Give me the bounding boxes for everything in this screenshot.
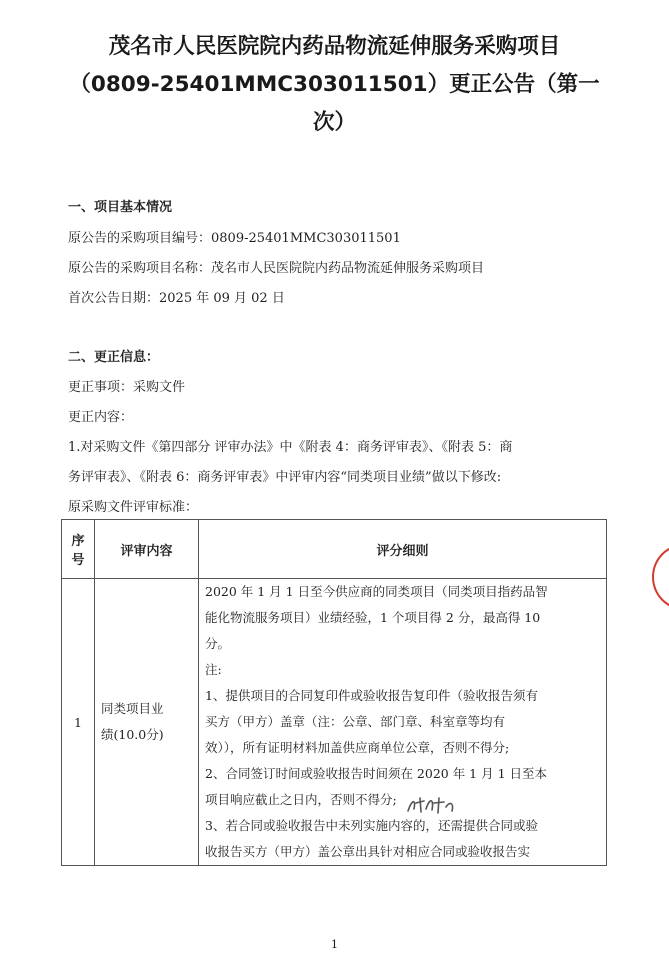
header-seq-part-1: 序	[71, 534, 85, 549]
detail-line: 注:	[205, 662, 222, 677]
header-seq	[62, 520, 95, 579]
detail-line: 买方（甲方）盖章（注：公章、部门章、科室章等均有	[205, 714, 506, 729]
red-seal-stamp	[652, 544, 669, 610]
correction-item-1-line-2: 务评审表》、《附表 6：商务评审表》中评审内容“同类项目业绩”做以下修改:	[68, 470, 502, 485]
detail-line: 项目响应截止之日内，否则不得分;	[205, 792, 397, 807]
table-header-row	[62, 520, 607, 579]
detail-line: 能化物流服务项目）业绩经验，1 个项目得 2 分，最高得 10	[205, 610, 541, 625]
correction-item-1-line-1: 1.对采购文件《第四部分 评审办法》中《附表 4：商务评审表》、《附表 5：商	[68, 440, 513, 455]
row-criterion	[95, 579, 199, 866]
document-title	[30, 28, 639, 142]
original-standard-label: 原采购文件评审标准：	[68, 500, 199, 515]
title-line-1: 茂名市人民医院院内药品物流延伸服务采购项目	[108, 34, 561, 59]
section-2-heading: 二、更正信息：	[68, 350, 160, 365]
section-1-heading: 一、项目基本情况	[68, 200, 173, 215]
page-number: 1	[331, 938, 338, 951]
header-detail: 评分细则	[199, 520, 607, 579]
title-line-3: 次）	[312, 110, 356, 135]
first-announcement-date: 首次公告日期：2025 年 09 月 02 日	[68, 291, 285, 306]
correction-matter: 更正事项：采购文件	[68, 380, 186, 395]
detail-line: 1、提供项目的合同复印件或验收报告复印件（验收报告须有	[205, 688, 538, 703]
row-criterion-line-1: 同类项目业	[101, 701, 164, 716]
correction-content-label: 更正内容：	[68, 410, 134, 425]
header-seq-part-2: 号	[71, 553, 85, 568]
evaluation-table	[61, 519, 607, 866]
detail-line: 3、若合同或验收报告中未列实施内容的，还需提供合同或验	[205, 818, 538, 833]
header-criterion: 评审内容	[95, 520, 199, 579]
detail-line: 收报告买方（甲方）盖公章出具针对相应合同或验收报告实	[205, 844, 531, 859]
detail-line: 分。	[205, 636, 231, 651]
detail-line: 效）），所有证明材料加盖供应商单位公章，否则不得分;	[205, 740, 510, 755]
row-seq: 1	[62, 579, 95, 866]
row-criterion-line-2: 绩(10.0分)	[101, 727, 164, 742]
table-row	[62, 579, 607, 866]
detail-line: 2020 年 1 月 1 日至今供应商的同类项目（同类项目指药品智	[205, 584, 548, 599]
title-line-2: （0809-25401MMC303011501）更正公告（第一	[69, 72, 600, 97]
handwritten-signature	[404, 795, 458, 817]
detail-line: 2、合同签订时间或验收报告时间须在 2020 年 1 月 1 日至本	[205, 766, 548, 781]
original-project-number: 原公告的采购项目编号：0809-25401MMC303011501	[68, 231, 401, 246]
row-detail	[199, 579, 607, 866]
original-project-name: 原公告的采购项目名称：茂名市人民医院院内药品物流延伸服务采购项目	[68, 261, 485, 276]
